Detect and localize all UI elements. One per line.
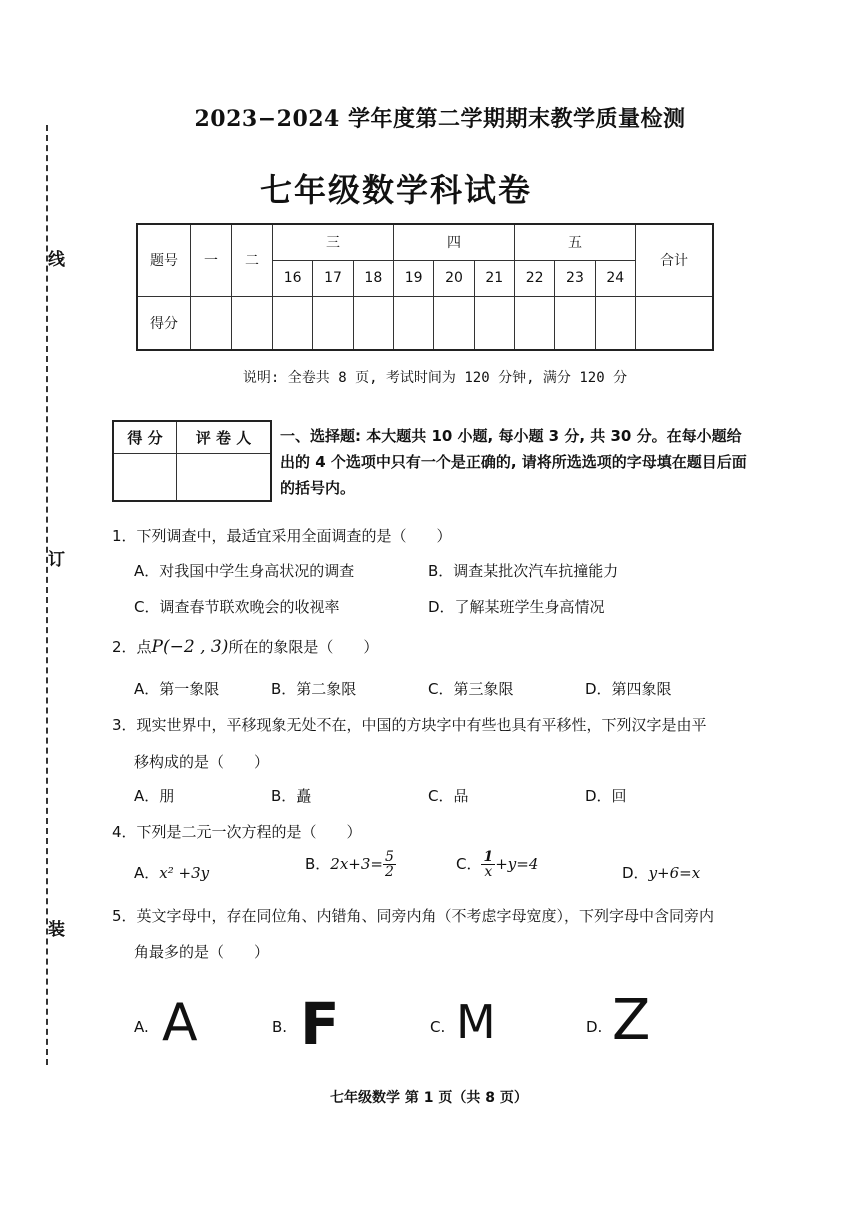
q4-option-d-label: D． [622, 864, 649, 882]
q4-option-c-label: C． [456, 855, 482, 873]
page-footer: 七年级数学 第 1 页（共 8 页） [330, 1090, 528, 1106]
q5-stem-line2: 角最多的是（ ） [134, 943, 270, 961]
score-table [136, 223, 714, 351]
sub-col-20: 20 [434, 260, 474, 296]
q4-option-c [456, 850, 538, 879]
q4-option-d [622, 862, 700, 883]
q5-option-b-letter: F [300, 990, 340, 1058]
q4-option-b-denominator: 2 [384, 864, 394, 880]
sub-col-21: 21 [474, 260, 514, 296]
grader-score-cell[interactable] [113, 453, 177, 501]
group-three: 三 [273, 224, 394, 260]
q4-option-b-fraction [383, 850, 396, 879]
q4-option-c-fraction [481, 850, 495, 879]
q2-stem-suffix: 所在的象限是（ ） [228, 638, 379, 656]
q4-option-c-denominator: x [484, 864, 493, 880]
q5-option-a-label: A. [134, 1018, 149, 1036]
q3-option-a: A．朋 [134, 787, 175, 805]
q5-option-d-letter: Z [612, 988, 651, 1053]
q2-stem-prefix: 2．点 [112, 638, 152, 656]
q3-stem-line1: 3．现实世界中，平移现象无处不在，中国的方块字中有些也具有平移性，下列汉字是由平 [112, 716, 707, 734]
q4-option-c-numerator: 1 [483, 849, 494, 865]
q1-stem: 1．下列调查中，最适宜采用全面调查的是（ ） [112, 527, 452, 545]
score-cell[interactable] [232, 296, 273, 350]
q5-option-d-label: D. [586, 1018, 603, 1036]
q1-option-b: B．调查某批次汽车抗撞能力 [428, 562, 619, 580]
binding-char-xian: 线 [48, 250, 65, 270]
score-cell[interactable] [555, 296, 595, 350]
sub-col-22: 22 [514, 260, 554, 296]
q2-point: P(−2 , 3) [151, 637, 229, 657]
score-cell[interactable] [393, 296, 433, 350]
q4-option-d-expr: y+6=x [648, 864, 701, 882]
binding-char-zhuang: 装 [48, 920, 65, 940]
q4-stem: 4．下列是二元一次方程的是（ ） [112, 823, 362, 841]
q4-option-c-expr: +y=4 [495, 855, 539, 873]
q2-option-a: A．第一象限 [134, 680, 220, 698]
group-four: 四 [393, 224, 514, 260]
q4-option-a-label: A． [134, 864, 160, 882]
binding-char-ding: 订 [48, 550, 65, 570]
score-cell[interactable] [514, 296, 554, 350]
grader-name-label: 评 卷 人 [177, 421, 272, 453]
row-label-score: 得分 [137, 296, 191, 350]
q1-option-c: C．调查春节联欢晚会的收视率 [134, 598, 340, 616]
q4-option-a-expr: x² +3y [159, 864, 210, 882]
group-five: 五 [514, 224, 635, 260]
q2-option-b: B．第二象限 [271, 680, 357, 698]
score-cell[interactable] [595, 296, 635, 350]
q5-option-a-letter: A [162, 993, 198, 1053]
col-two: 二 [232, 224, 273, 296]
q5-option-b-label: B. [272, 1018, 288, 1036]
sub-col-16: 16 [273, 260, 313, 296]
q3-stem-line2: 移构成的是（ ） [134, 753, 270, 771]
score-cell[interactable] [434, 296, 474, 350]
grader-name-cell[interactable] [177, 453, 272, 501]
sub-col-24: 24 [595, 260, 635, 296]
q5-option-c-label: C. [430, 1018, 446, 1036]
q5-stem-line1: 5．英文字母中，存在同位角、内错角、同旁内角（不考虑字母宽度），下列字母中含同旁内 [112, 907, 715, 925]
q4-option-b-label: B． [305, 855, 331, 873]
total-score-cell[interactable] [636, 296, 714, 350]
q3-option-b: B．矗 [271, 787, 312, 805]
sub-col-18: 18 [353, 260, 393, 296]
q4-option-b-expr: 2x+3= [330, 855, 383, 873]
q4-option-a [134, 862, 209, 883]
score-cell[interactable] [313, 296, 353, 350]
q1-option-d: D．了解某班学生身高情况 [428, 598, 605, 616]
sub-col-19: 19 [393, 260, 433, 296]
q3-option-d: D．回 [585, 787, 627, 805]
q3-option-c: C．品 [428, 787, 469, 805]
q4-option-b-numerator: 5 [384, 849, 394, 865]
section-1-instructions: 一、选择题: 本大题共 10 小题, 每小题 3 分, 共 30 分。在每小题给出的 4 个选项中只有一个是正确的, 请将所选选项的字母填在题目后面的括号内。 [280, 427, 747, 497]
q2-option-d: D．第四象限 [585, 680, 672, 698]
grader-score-label: 得 分 [113, 421, 177, 453]
col-one: 一 [191, 224, 232, 296]
q1-option-a: A．对我国中学生身高状况的调查 [134, 562, 355, 580]
q2-stem [112, 636, 378, 657]
exam-session-title: 2023−2024 学年度第二学期期末教学质量检测 [194, 106, 686, 132]
sub-col-17: 17 [313, 260, 353, 296]
score-cell[interactable] [474, 296, 514, 350]
sub-col-23: 23 [555, 260, 595, 296]
score-cell[interactable] [273, 296, 313, 350]
exam-note: 说明: 全卷共 8 页, 考试时间为 120 分钟, 满分 120 分 [242, 370, 628, 386]
q2-option-c: C．第三象限 [428, 680, 514, 698]
row-label-question-no: 题号 [137, 224, 191, 296]
q4-option-b [305, 850, 396, 879]
grader-box [112, 420, 272, 502]
paper-title: 七年级数学科试卷 [260, 171, 533, 209]
score-cell[interactable] [353, 296, 393, 350]
q5-option-c-letter: M [456, 995, 496, 1049]
score-cell[interactable] [191, 296, 232, 350]
col-total: 合计 [636, 224, 714, 296]
